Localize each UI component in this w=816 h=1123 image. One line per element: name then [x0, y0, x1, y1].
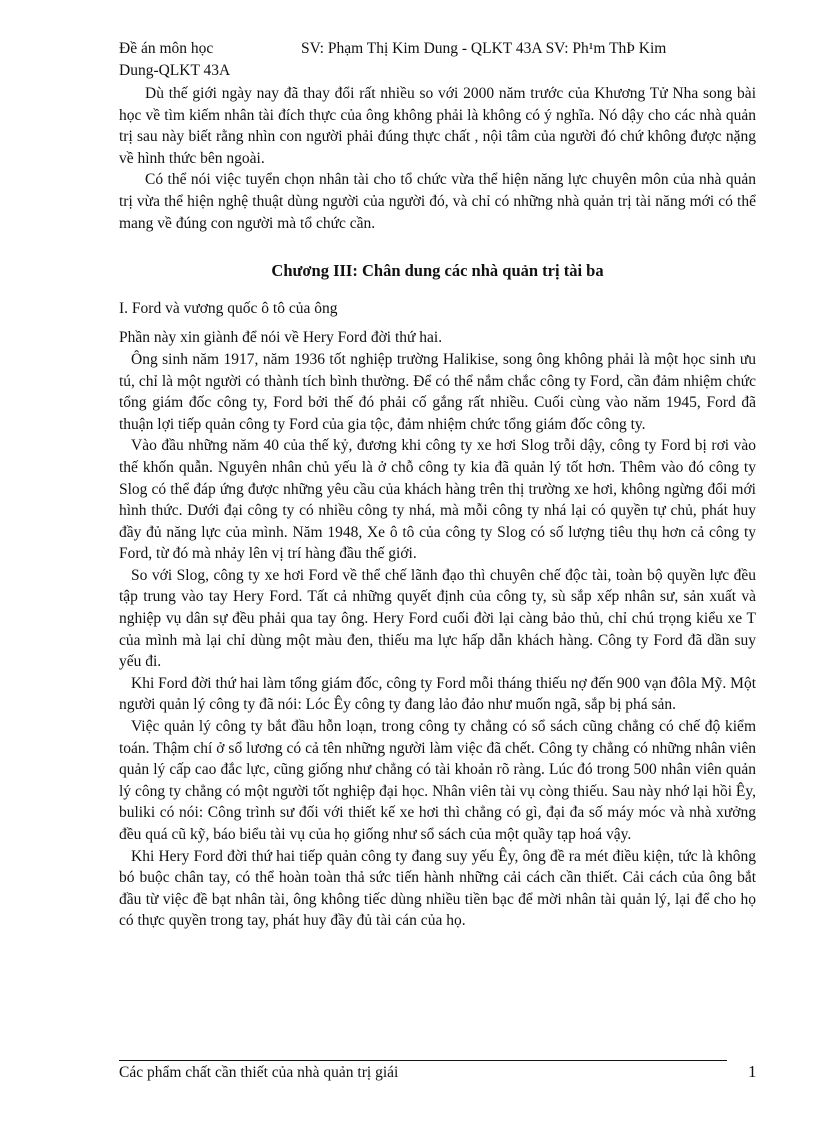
paragraph-9: Khi Hery Ford đời thứ hai tiếp quản công ty đang suy yếu Êy, ông đề ra mét điều kiện, tức là không bó buộc chân tay, có thể hoàn toàn thả sức tiến hành những cải cách cần thiết. Cải cách của ông bắt đầu từ việc đề bạt nhân tài, ông không tiếc dùng nhiều tiền bạc để mời nhân tài quản lý, lại để cho họ có thực quyền trong tay, phát huy đầy đủ tài cán của họ.: [119, 847, 756, 930]
page-header: [119, 38, 739, 86]
header-student-info: SV: Phạm Thị Kim Dung - QLKT 43A SV: Ph¹m ThÞ Kim: [301, 40, 667, 57]
header-student-class: Dung-QLKT 43A: [119, 62, 231, 79]
paragraph-4: Ông sinh năm 1917, năm 1936 tốt nghiệp trường Halikise, song ông không phải là một học sinh ưu tú, chỉ là một người có thành tích bình thường. Để có thể nắm chắc công ty Ford, cần đảm nhiệm chức tổng giám đốc công ty, Ford bởi thế đó phải cố gắng rất nhiều. Cuối cùng vào năm 1945, Ford đã thuận lợi tiếp quản công ty Ford của gia tộc, đảm nhiệm chức tổng giám đốc công ty.: [119, 350, 756, 433]
paragraph-8: Việc quản lý công ty bắt đầu hỗn loạn, trong công ty chẳng có sổ sách cũng chẳng có chế độ kiểm toán. Thậm chí ở sổ lương có cả tên những người làm việc đã chết. Công ty chẳng có những nhân viên quản lý cấp cao đắc lực, cũng giống như chẳng có tài khoản rõ ràng. Lúc đó trong 500 nhân viên quản lý công ty chẳng có một người tốt nghiệp đại học. Nhân viên tài vụ còng thiếu. Sau này nhớ lại hồi Êy, buliki có nói: Công trình sư đối với thiết kế xe hơi thì chẳng có gì, đại đa số máy móc và nhà xưởng đều quá cũ kỹ, báo biểu tài vụ của họ giống như sổ sách của một quầy tạp hoá vậy.: [119, 718, 756, 843]
page-number: 1: [748, 1062, 757, 1081]
footer-divider: [119, 1060, 727, 1061]
paragraph-3: Phần này xin giành để nói về Hery Ford đời thứ hai.: [119, 329, 443, 347]
paragraph-6: So với Slog, công ty xe hơi Ford về thể chế lãnh đạo thì chuyên chế độc tài, toàn bộ quyền lực đều tập trung vào tay Hery Ford. Tất cả những quyết định của công ty, sù sắp xếp nhân sư, sản xuất và nghiệp vụ dân sự đều phải qua tay ông. Hery Ford cuối đời lại càng bảo thủ, chỉ chú trọng kiểu xe T của mình mà lại chỉ dùng một màu đen, thiếu ma lực hấp dẫn khách hàng. Công ty Ford đã dần suy yếu đi.: [119, 566, 756, 671]
chapter-title: Chương III: Chân dung các nhà quản trị tài ba: [271, 261, 604, 281]
section-title: I. Ford và vương quốc ô tô của ông: [119, 299, 338, 317]
document-body: [119, 83, 756, 932]
header-course-title: Đề án môn học: [119, 40, 214, 57]
paragraph-2: Có thể nói việc tuyển chọn nhân tài cho tổ chức vừa thể hiện năng lực chuyên môn của nhà quản trị vừa thể hiện nghệ thuật dùng người của người đó, và chỉ có những nhà quản trị tài năng mới có thể mang về đúng con người mà tổ chức cần.: [119, 171, 756, 232]
paragraph-1: Dù thế giới ngày nay đã thay đổi rất nhiều so với 2000 năm trước của Khương Tử Nha song bài học về tìm kiếm nhân tài đích thực của ông không phải là không có ý nghĩa. Nó dậy cho các nhà quản trị sau này biết rằng nhìn con người phải đúng thực chất , nội tâm của người đó chứ không được nặng về hình thức bên ngoài.: [119, 85, 756, 167]
paragraph-5: Vào đầu những năm 40 của thế kỷ, đương khi công ty xe hơi Slog trỗi dậy, công ty Ford bị rơi vào thế khốn quẫn. Nguyên nhân chủ yếu là ở chỗ công ty kia đã quản lý tốt hơn. Thêm vào đó công ty Slog có thể đáp ứng được những yêu cầu của khách hàng trên thị trường xe hơi, không ngừng đổi mới hình thức. Dưới đại công ty có nhiều công ty nhá, mà mỗi công ty nhá lại có quyền tự chủ, phát huy đầy đủ năng lực của mình. Năm 1948, Xe ô tô của công ty Slog có số lượng tiêu thụ hơn cả công ty Ford, từ đó mà nhảy lên vị trí hàng đầu thế giới.: [119, 437, 756, 563]
footer-text: Các phẩm chất cần thiết của nhà quản trị giái: [119, 1064, 399, 1081]
paragraph-7: Khi Ford đời thứ hai làm tổng giám đốc, công ty Ford mỗi tháng thiếu nợ đến 900 vạn đôla Mỹ. Một người quản lý công ty đã nói: Lóc Êy công ty đang lảo đảo như muốn ngã, sắp bị phá sản.: [119, 674, 756, 714]
header-left: [119, 38, 269, 82]
